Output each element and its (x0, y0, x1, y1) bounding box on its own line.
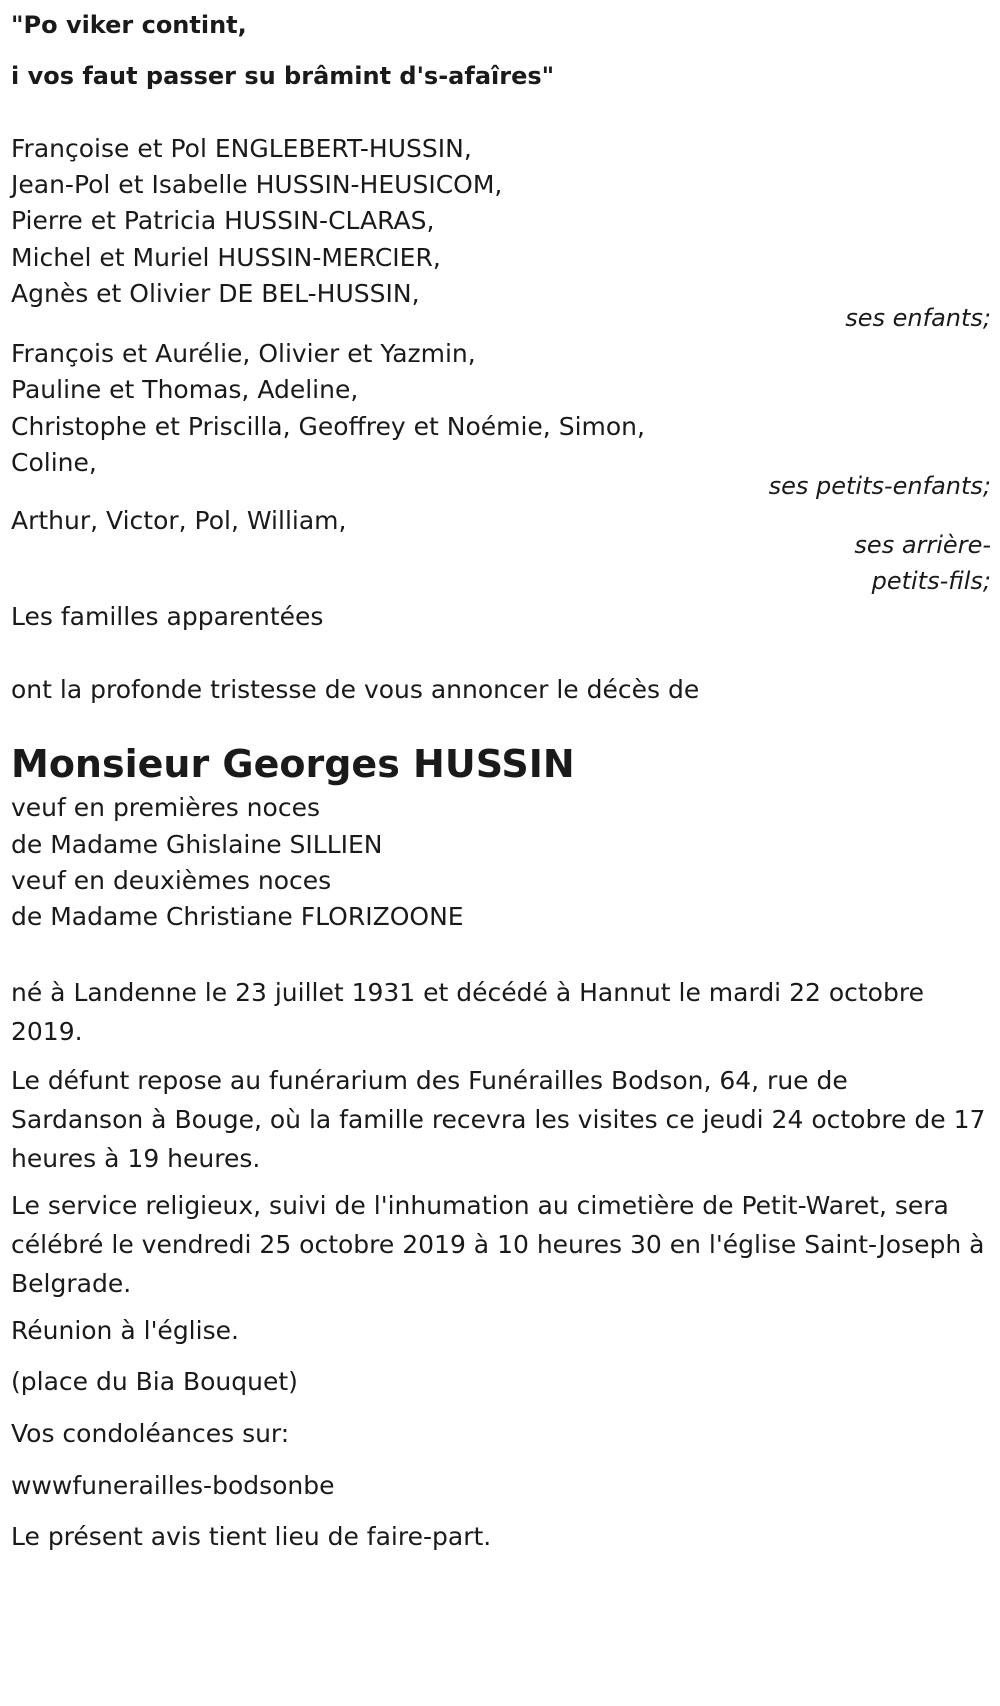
notice-line: Le présent avis tient lieu de faire-part. (11, 1522, 492, 1551)
deceased-detail: de Madame Christiane FLORIZOONE (11, 902, 464, 931)
grandchild-name: Christophe et Priscilla, Geoffrey et Noémie, Simon, (11, 412, 645, 441)
deceased-detail: veuf en deuxièmes noces (11, 866, 332, 895)
great-grandchildren-role-line-1: ses arrière- (854, 531, 991, 559)
deceased-detail: veuf en premières noces (11, 793, 320, 822)
place-line: (place du Bia Bouquet) (11, 1367, 298, 1396)
meeting-line: Réunion à l'église. (11, 1316, 239, 1345)
child-name: Françoise et Pol ENGLEBERT-HUSSIN, (11, 134, 472, 163)
deceased-name: Monsieur Georges HUSSIN (11, 742, 575, 786)
service-paragraph: Le service religieux, suivi de l'inhumation au cimetière de Petit-Waret, sera célébré le vendredi 25 octobre 2019 à 10 heures 30 en l'église Saint-Joseph à Belgrade. (11, 1191, 985, 1298)
children-role: ses enfants; (845, 304, 991, 332)
visitation-paragraph: Le défunt repose au funérarium des Funérailles Bodson, 64, rue de Sardanson à Bouge, où la famille recevra les visites ce jeudi 24 octobre de 17 heures à 19 heures. (11, 1066, 986, 1173)
condolences-label: Vos condoléances sur: (11, 1419, 290, 1448)
epigraph-line-1: "Po viker contint, (11, 11, 247, 39)
birth-death-paragraph: né à Landenne le 23 juillet 1931 et décédé à Hannut le mardi 22 octobre 2019. (11, 978, 924, 1046)
great-grandchildren-role-line-2: petits-fils; (871, 567, 991, 595)
grandchild-name: Pauline et Thomas, Adeline, (11, 375, 359, 404)
child-name: Jean-Pol et Isabelle HUSSIN-HEUSICOM, (11, 170, 503, 199)
epigraph-line-2: i vos faut passer su brâmint d's-afaîres" (11, 62, 555, 90)
deceased-detail: de Madame Ghislaine SILLIEN (11, 830, 383, 859)
grandchild-name: Coline, (11, 448, 97, 477)
child-name: Agnès et Olivier DE BEL-HUSSIN, (11, 279, 420, 308)
grandchild-name: François et Aurélie, Olivier et Yazmin, (11, 339, 476, 368)
website-line: wwwfunerailles-bodsonbe (11, 1471, 335, 1500)
child-name: Michel et Muriel HUSSIN-MERCIER, (11, 243, 441, 272)
families-line: Les familles apparentées (11, 602, 324, 631)
great-grandchild-names: Arthur, Victor, Pol, William, (11, 506, 347, 535)
announcement-line: ont la profonde tristesse de vous annoncer le décès de (11, 675, 700, 704)
grandchildren-role: ses petits-enfants; (768, 472, 991, 500)
child-name: Pierre et Patricia HUSSIN-CLARAS, (11, 206, 435, 235)
